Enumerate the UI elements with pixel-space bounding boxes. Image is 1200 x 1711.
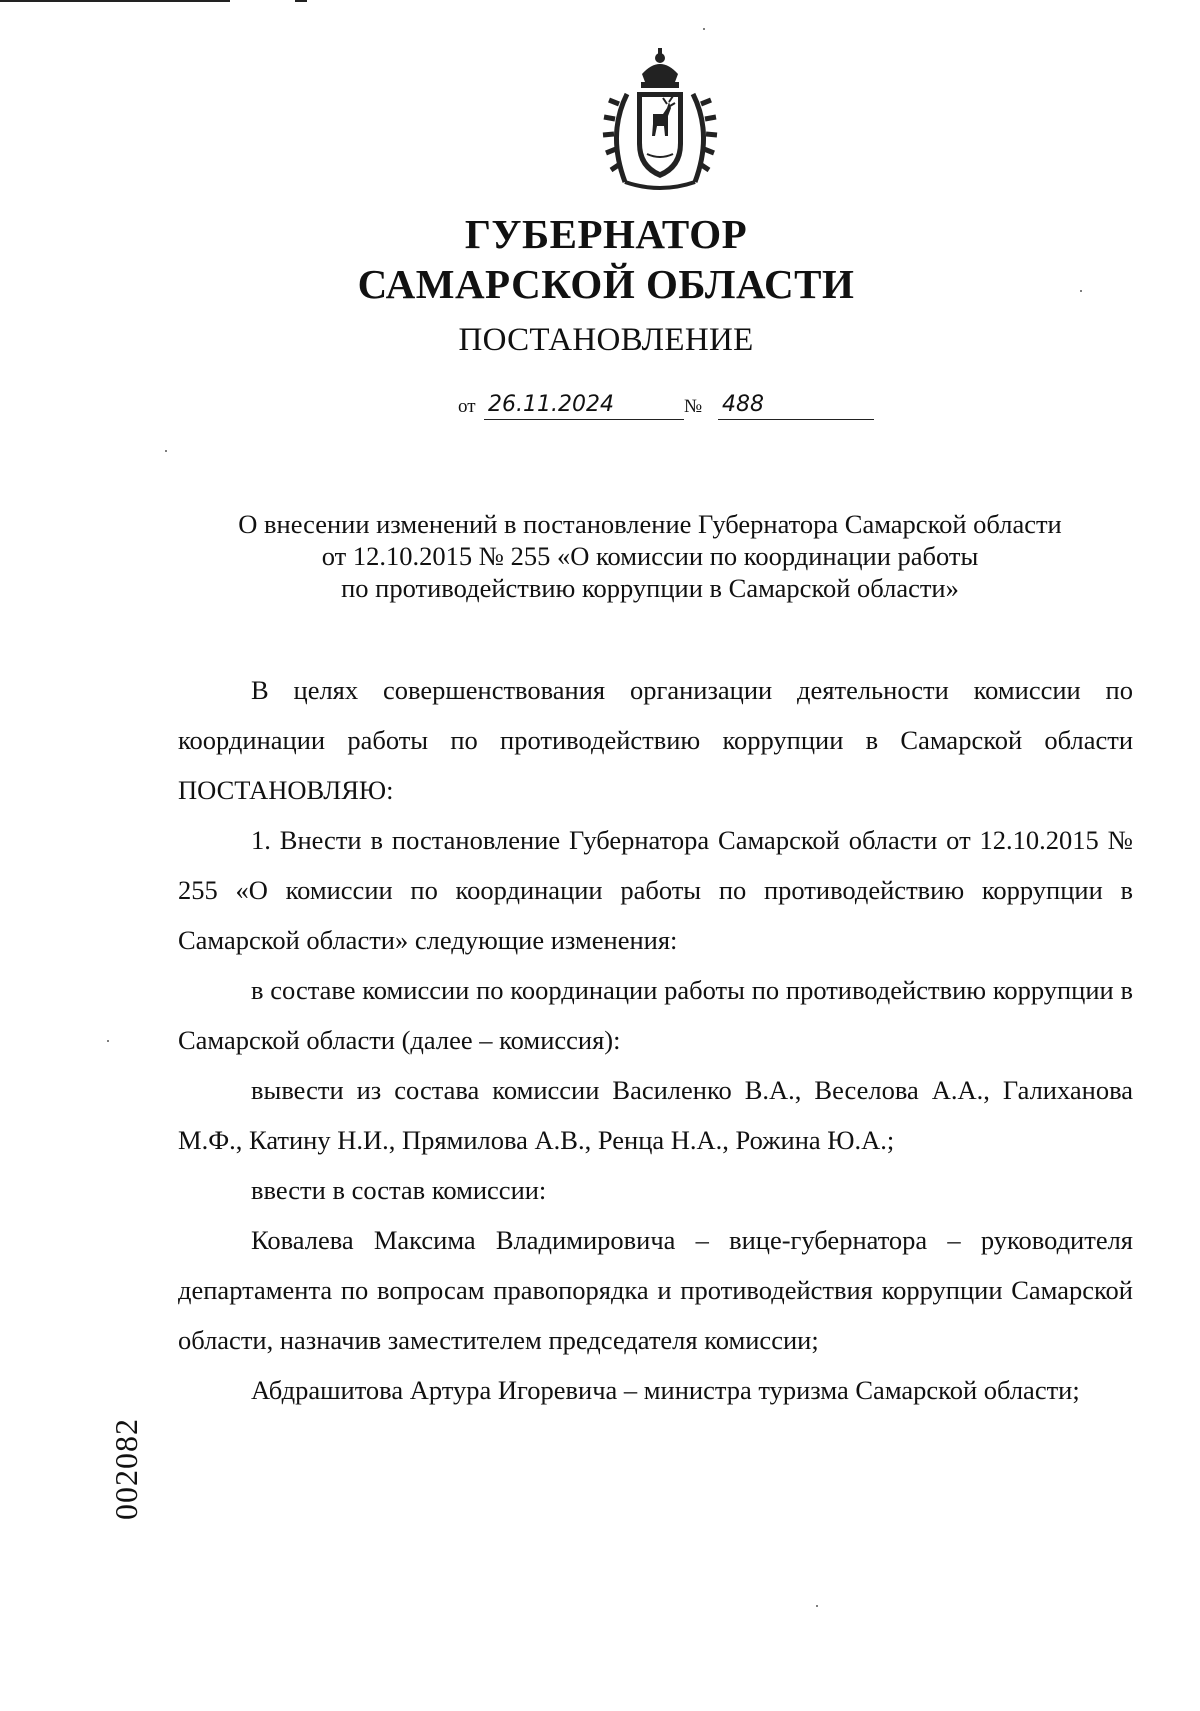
body-paragraph: В целях совершенствования организации деятельности комиссии по координации работы по противодействию коррупции в Самарской области ПОСТАНОВЛЯЮ: <box>178 675 1133 805</box>
samara-coat-of-arms-icon <box>597 44 723 194</box>
registration-side-code: 002082 <box>108 1418 144 1520</box>
governor-title: ГУБЕРНАТОР <box>464 211 748 257</box>
subject-line: О внесении изменений в постановление Губернатора Самарской области <box>238 509 1062 539</box>
handwritten-date: 26.11.2024 <box>484 391 684 420</box>
number-label: № <box>684 396 703 417</box>
document-type: ПОСТАНОВЛЕНИЕ <box>458 322 754 358</box>
scan-edge-line <box>0 0 230 2</box>
registration-line <box>458 384 878 420</box>
scan-speck <box>703 28 705 30</box>
body-paragraph: Ковалева Максима Владимировича – вице-губернатора – руководителя департамента по вопросам правопорядка и противодействия коррупции Самарской области, назначив заместителем председателя комиссии; <box>178 1225 1133 1355</box>
subject-line: от 12.10.2015 № 255 «О комиссии по координации работы <box>321 541 979 571</box>
scan-speck <box>1080 290 1082 292</box>
body-paragraph: вывести из состава комиссии Василенко В.А., Веселова А.А., Галиханова М.Ф., Катину Н.И., Прямилова А.В., Ренца Н.А., Рожина Ю.А.; <box>178 1075 1133 1155</box>
document-subject <box>170 508 1130 604</box>
scan-speck <box>816 1605 818 1607</box>
date-label: от <box>458 396 476 417</box>
handwritten-number: 488 <box>718 391 874 420</box>
body-paragraph: в составе комиссии по координации работы по противодействию коррупции в Самарской области (далее – комиссия): <box>178 975 1133 1055</box>
region-title: САМАРСКОЙ ОБЛАСТИ <box>357 261 855 307</box>
scan-speck <box>165 450 167 452</box>
scan-edge-mark <box>295 0 307 2</box>
scan-speck <box>107 1040 109 1042</box>
document-body <box>178 665 1133 1415</box>
body-paragraph: Абдрашитова Артура Игоревича – министра туризма Самарской области; <box>251 1375 1080 1405</box>
subject-line: по противодействию коррупции в Самарской области» <box>341 573 959 603</box>
body-paragraph: 1. Внести в постановление Губернатора Самарской области от 12.10.2015 № 255 «О комиссии по координации работы по противодействию коррупции в Самарской области» следующие изменения: <box>178 825 1133 955</box>
body-paragraph: ввести в состав комиссии: <box>251 1175 547 1205</box>
